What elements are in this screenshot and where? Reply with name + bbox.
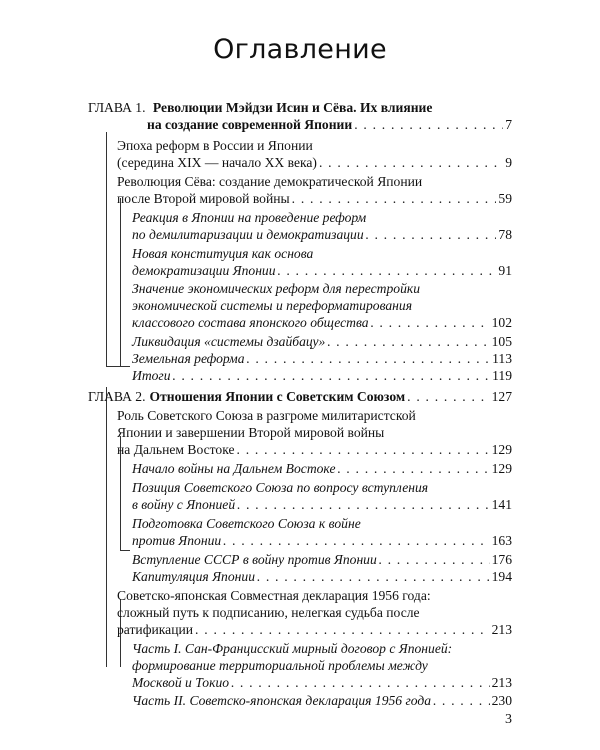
toc-subentry: экономической системы и переформатирования: [132, 298, 413, 314]
leader-dots: [354, 115, 503, 134]
toc-entry: Революция Сёва: создание демократической Японии: [117, 173, 423, 189]
leader-dots: [433, 691, 490, 710]
toc-subentry-last: Москвой и Токио . . . 213: [132, 673, 512, 692]
toc-subentry: Подготовка Советского Союза к войне: [132, 515, 361, 531]
toc-subentry-last: Вступление СССР в войну против Японии . . . 176: [132, 550, 512, 569]
toc-entry: Советско-японская Совместная декларация 1956 года:: [117, 587, 431, 603]
chapter1-rule: [106, 132, 107, 366]
toc-subentry-last: классового состава японского общества . . . 102: [132, 313, 512, 332]
leader-dots: [319, 153, 503, 172]
page-ref: 113: [492, 351, 512, 367]
toc-subentry-last: Земельная реформа . . . 113: [132, 349, 512, 368]
page-ref: 194: [491, 568, 512, 584]
toc-subentry: формирование территориальной проблемы между: [132, 657, 428, 673]
toc-subentry: Часть I. Сан-Францисский мирный договор с Японией:: [132, 640, 453, 656]
page-title: Оглавление: [213, 34, 387, 65]
toc-subentry: Новая конституция как основа: [132, 245, 314, 261]
toc-entry: Эпоха реформ в России и Японии: [117, 137, 313, 153]
toc-subentry-last: в войну с Японией . . . 141: [132, 495, 512, 514]
page-ref: 78: [498, 226, 512, 242]
page-ref: 105: [491, 334, 512, 350]
page-ref: 213: [491, 674, 512, 690]
leader-dots: [237, 440, 490, 459]
leader-dots: [231, 673, 490, 692]
toc-entry: Роль Советского Союза в разгроме милитаристской: [117, 408, 416, 424]
leader-dots: [173, 366, 491, 385]
toc-subentry-last: Итоги . . . 119: [132, 366, 512, 385]
leader-dots: [292, 189, 497, 208]
chapter1-hrule: [106, 366, 120, 367]
page-ref: 213: [491, 621, 512, 637]
page-ref: 102: [491, 315, 512, 331]
toc-subentry: Реакция в Японии на проведение реформ: [132, 209, 367, 225]
page-ref: 230: [491, 693, 512, 709]
toc-subentry: Значение экономических реформ для перестройки: [132, 281, 421, 297]
chapter2-label: ГЛАВА 2.: [88, 389, 146, 405]
page-number: 3: [505, 712, 512, 727]
page-ref: 163: [491, 532, 512, 548]
page-ref: 176: [491, 551, 512, 567]
toc-subentry-last: по демилитаризации и демократизации . . . 78: [132, 225, 512, 244]
toc-entry-last: (середина XIX — начало XX века) . . . 9: [117, 153, 512, 172]
page-ref: 129: [491, 442, 512, 458]
chapter2-line1: [88, 387, 512, 406]
toc-entry-last: ратификации . . . 213: [117, 620, 512, 639]
leader-dots: [223, 531, 489, 550]
toc-subentry-last: против Японии . . . 163: [132, 531, 512, 550]
ch1-sec2-rule: [120, 198, 121, 366]
toc-subentry-last: Часть II. Советско-японская декларация 1956 года . . . 230: [132, 691, 512, 710]
page-ref: 91: [498, 262, 512, 278]
chapter2-rule: [106, 387, 107, 667]
leader-dots: [366, 225, 497, 244]
page-ref: 119: [492, 368, 512, 384]
toc-entry-last: после Второй мировой войны . . . 59: [117, 189, 512, 208]
leader-dots: [407, 387, 489, 406]
chapter1-label: ГЛАВА 1.: [88, 100, 146, 115]
leader-dots: [337, 459, 489, 478]
leader-dots: [371, 313, 490, 332]
page-ref: 127: [491, 389, 512, 405]
toc-entry-last: на Дальнем Востоке . . . 129: [117, 440, 512, 459]
page-ref: 59: [498, 190, 512, 206]
toc-subentry-last: Начало войны на Дальнем Востоке . . . 129: [132, 459, 512, 478]
leader-dots: [195, 620, 490, 639]
page-ref: 129: [491, 460, 512, 476]
chapter1-line2: [147, 115, 512, 134]
leader-dots: [237, 495, 489, 514]
chapter1-title-cont: на создание современной Японии: [147, 117, 353, 132]
ch2-sec1-hrule: [120, 550, 130, 551]
ch1-sec2-hrule: [120, 366, 130, 367]
page-ref: 141: [491, 496, 512, 512]
toc-subentry-last: Ликвидация «системы дзайбацу» . . . 105: [132, 332, 512, 351]
page-ref: 7: [505, 117, 512, 132]
page-ref: 9: [505, 154, 512, 170]
chapter2-title: Отношения Японии с Советским Союзом: [149, 389, 406, 405]
chapter1-title: Революции Мэйдзи Исин и Сёва. Их влияние: [152, 100, 433, 115]
toc-subentry-last: Капитуляция Японии . . . 194: [132, 567, 512, 586]
leader-dots: [257, 567, 490, 586]
toc-entry: сложный путь к подписанию, нелегкая судьба после: [117, 604, 420, 620]
toc-subentry-last: демократизации Японии . . . 91: [132, 261, 512, 280]
toc-subentry: Позиция Советского Союза по вопросу вступления: [132, 479, 429, 495]
toc-entry: Японии и завершении Второй мировой войны: [117, 425, 385, 441]
leader-dots: [278, 261, 497, 280]
